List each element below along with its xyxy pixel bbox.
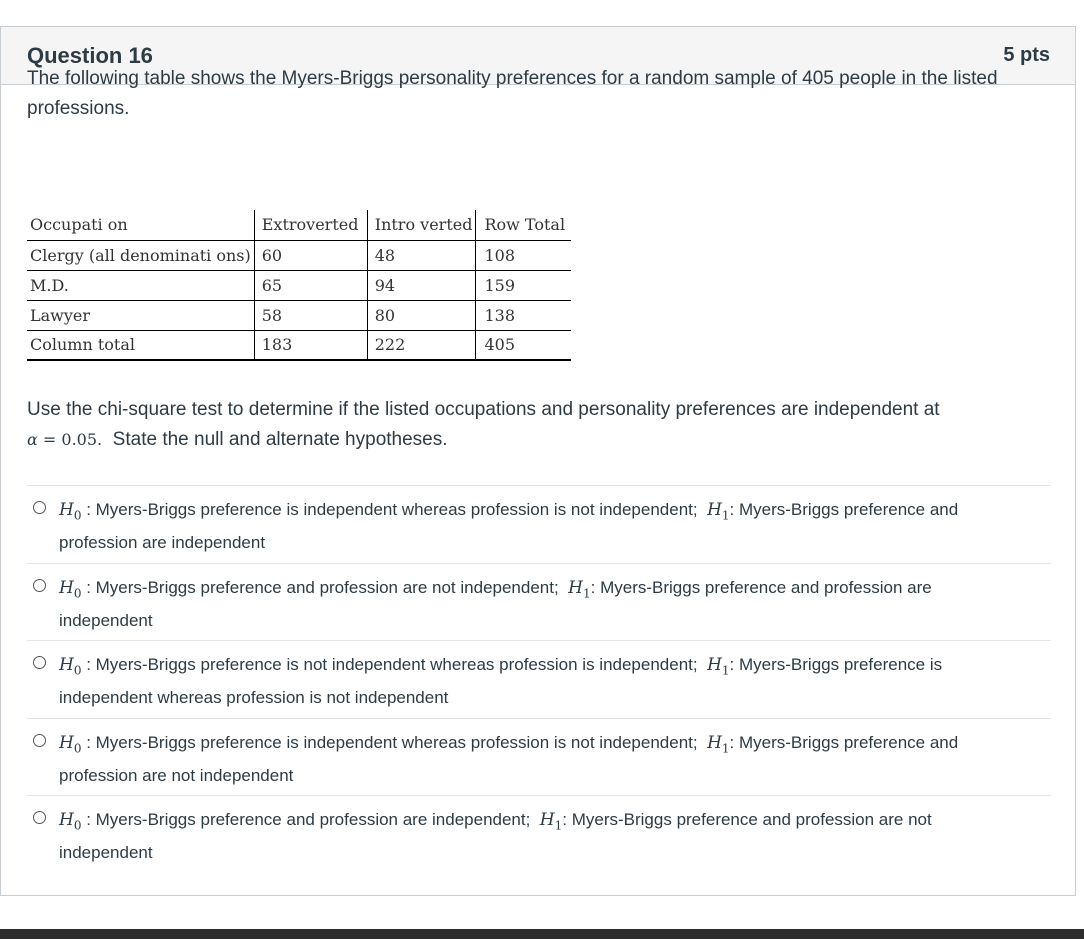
table-cell: 159: [476, 270, 571, 300]
answer-label[interactable]: $H_0$ : Myers-Briggs preference is not independent whereas profession is independent; $H_1$: Myers-Briggs preference is independent whereas profession is not independent: [59, 655, 943, 708]
alpha-value: = 0.05.: [42, 430, 103, 449]
answer-h0-text: Myers-Briggs preference and profession are independent;: [95, 810, 531, 829]
radio-button[interactable]: [33, 656, 46, 669]
answer-label[interactable]: $H_0$ : Myers-Briggs preference is independent whereas profession is not independent; $H_1$: Myers-Briggs preference and profession are not independent: [59, 732, 959, 785]
table-header-cell: Row Total: [476, 210, 571, 240]
h1-symbol: $H_1$: [707, 500, 730, 523]
answer-list: [27, 485, 1051, 874]
table-header-cell: Intro verted: [367, 210, 476, 240]
answer-option-1[interactable]: [27, 486, 1051, 564]
question-intro: The following table shows the Myers-Briggs personality preferences for a random sample of 405 people in the listed professions.: [27, 68, 998, 119]
answer-option-3[interactable]: [27, 641, 1051, 719]
answer-h0-text: Myers-Briggs preference is independent whereas profession is not independent;: [95, 732, 698, 752]
answer-label[interactable]: $H_0$ : Myers-Briggs preference and profession are independent; $H_1$: Myers-Briggs preference and profession are not independent: [59, 810, 932, 863]
answer-option-2[interactable]: [27, 564, 1051, 642]
question-prompt: [27, 395, 1027, 455]
h1-symbol: $H_1$: [707, 732, 730, 755]
footer-bar: [0, 929, 1084, 939]
table-header-cell: Occupati on: [27, 210, 254, 240]
table-cell: 65: [254, 270, 367, 300]
radio-button[interactable]: [33, 811, 46, 824]
h0-symbol: $H_0$: [59, 577, 82, 600]
myers-briggs-table: [27, 210, 571, 361]
h0-symbol: $H_0$: [59, 732, 82, 755]
answer-option-5[interactable]: [27, 796, 1051, 874]
alpha-symbol: α: [27, 430, 38, 449]
alpha-expression: [27, 430, 102, 449]
table-cell: 80: [367, 300, 476, 330]
table-cell: Column total: [27, 330, 254, 360]
answer-h1-text: Myers-Briggs preference and profession are not independent: [59, 810, 932, 863]
table-cell: 183: [254, 330, 367, 360]
radio-button[interactable]: [33, 734, 46, 747]
table-cell: 60: [254, 240, 367, 270]
table-cell: Lawyer: [27, 300, 254, 330]
table-row: [27, 330, 571, 360]
table-cell: 108: [476, 240, 571, 270]
question-points: 5 pts: [1003, 44, 1050, 66]
answer-h1-text: Myers-Briggs preference is independent whereas profession is not independent: [59, 655, 943, 708]
table-row: [27, 300, 571, 330]
table-header-cell: Extroverted: [254, 210, 367, 240]
radio-button[interactable]: [33, 579, 46, 592]
answer-h0-text: Myers-Briggs preference and profession are not independent;: [95, 577, 559, 597]
table-cell: 94: [367, 270, 476, 300]
table-cell: M.D.: [27, 270, 254, 300]
h0-symbol: $H_0$: [59, 500, 82, 523]
answer-h0-text: Myers-Briggs preference is independent whereas profession is not independent;: [95, 500, 698, 519]
answer-label[interactable]: $H_0$ : Myers-Briggs preference is independent whereas profession is not independent; $H_1$: Myers-Briggs preference and profession are independent: [59, 500, 959, 553]
h1-symbol: $H_1$: [568, 577, 591, 600]
answer-h1-text: Myers-Briggs preference and profession are not independent: [59, 732, 959, 785]
table-cell: 138: [476, 300, 571, 330]
table-cell: 222: [367, 330, 476, 360]
answer-h1-text: Myers-Briggs preference and profession are independent: [59, 577, 932, 630]
answer-label[interactable]: $H_0$ : Myers-Briggs preference and profession are not independent; $H_1$: Myers-Briggs preference and profession are independent: [59, 577, 932, 630]
question-title: Question 16: [27, 42, 153, 68]
prompt-text-after: State the null and alternate hypotheses.: [112, 429, 448, 450]
h0-symbol: $H_0$: [59, 655, 82, 678]
answer-h1-text: Myers-Briggs preference and profession are independent: [59, 500, 959, 553]
table-header-row: [27, 210, 571, 240]
table-row: [27, 240, 571, 270]
table-cell: 405: [476, 330, 571, 360]
radio-button[interactable]: [33, 501, 46, 514]
table-cell: 58: [254, 300, 367, 330]
prompt-text: Use the chi-square test to determine if the listed occupations and personality preferences are independent at: [27, 399, 940, 420]
h1-symbol: $H_1$: [707, 655, 730, 678]
h1-symbol: $H_1$: [539, 810, 563, 833]
table-cell: Clergy (all denominati ons): [27, 240, 254, 270]
table-cell: 48: [367, 240, 476, 270]
answer-option-4[interactable]: [27, 719, 1051, 797]
question-card: [0, 26, 1076, 896]
table-row: [27, 270, 571, 300]
answer-h0-text: Myers-Briggs preference is not independent whereas profession is independent;: [95, 655, 698, 674]
h0-symbol: $H_0$: [59, 810, 82, 833]
